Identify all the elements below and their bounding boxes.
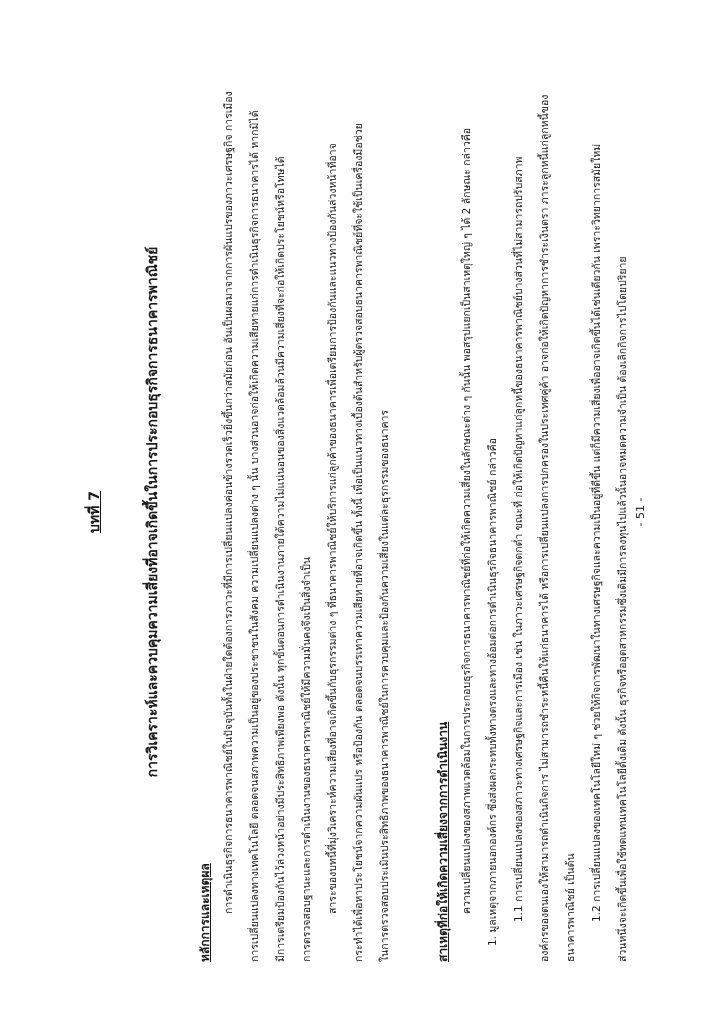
paragraph-line: สาระของบทนี้ที่มุ่งวิเคราะห์ความเสี่ยงที่อาจเกิดขึ้นกับธุรกรรมต่าง ๆ ที่ธนาคารพาณิชย์ให้บริการแก่ลูกค้าของธนาคารเพื่อเตรียมการป้องกันและแนวทางป้องกันล่วงหน้าที่อาจ <box>326 143 339 914</box>
list-item-1-1: 1.1 การเปลี่ยนแปลงของสภาวะทางเศรษฐกิจและการเมือง เช่น ในภาวะเศรษฐกิจตกต่ำ ขณะที่ ก่อให้เกิดปัญหาแก่ลูกหนี้ของธนาคารพาณิชย์บางส่วนที่ไม่สามารถปรับสภาพ <box>512 156 525 922</box>
list-item-1-1-cont: ธนาคารพาณิชย์ เป็นต้น <box>564 853 577 962</box>
page-number: - 51 - <box>633 497 647 527</box>
paragraph-2 <box>320 42 398 962</box>
list-item-1-2: 1.2 การเปลี่ยนแปลงของเทคโนโลยีใหม่ ๆ ช่วยให้กิจการพัฒนาในทางเศรษฐกิจและความเป็นอยู่ที่ดีขึ้น แต่ก็มีความเสี่ยงเพื่ออาจเกิดขึ้นได้เช่นเดียวกัน เพราะวิทยาการสมัยใหม่ <box>590 143 603 922</box>
paragraph-line: ความเปลี่ยนแปลงของสภาพแวดล้อมในการประกอบธุรกิจการธนาคารพาณิชย์ที่ก่อให้เกิดความเสี่ยงในลักษณะต่าง ๆ กันนั้น พอสรุปแยกเป็นสาเหตุใหญ่ ๆ ได้ 2 ลักษณะ กล่าวคือ <box>460 127 473 914</box>
list-item-1: 1. มูลเหตุจากภายนอกองค์กร ซึ่งส่งผลกระทบทั้งทางตรงและทางอ้อมต่อการดำเนินธุรกิจธนาคารพาณิชย์ กล่าวคือ <box>486 438 499 946</box>
paragraph-line: การเปลี่ยนแปลงทางเทคโนโลยี ตลอดจนสภาพความเป็นอยู่ของประชาชนในสังคม ความเปลี่ยนแปลงต่าง ๆ นั้น บางส่วนอาจก่อให้เกิดความเสียหายแก่การดำเนินธุรกิจการธนาคารได้ หากมิได้ <box>248 110 261 962</box>
paragraph-line: ในการตรวจสอบประเมินประสิทธิภาพของธนาคารพาณิชย์ในการควบคุมและป้องกันความเสี่ยงในแต่ละธุรกรรมของธนาคาร <box>378 409 391 962</box>
paragraph-1 <box>216 42 320 962</box>
chapter-label: บทที่ 7 <box>86 491 103 533</box>
section-risk-causes <box>432 42 636 962</box>
paragraph-line: การตรวจสอบฐานะและการดำเนินงานของธนาคารพาณิชย์ให้มีความมั่นคงจึงเป็นสิ่งจำเป็น <box>300 556 313 962</box>
paragraph-line: กระทำได้เพื่อหาประโยชน์จากความผันแปร หรือป้องกัน ตลอดจนบรรเทาความเสียหายที่อาจเกิดขึ้น ทั้งนี้ เพื่อเป็นแนวทางเบื้องต้นสำหรับผู้ตรวจสอบธนาคารพาณิชย์ที่จะใช้เป็นเครื่องมือช่วย <box>352 123 365 962</box>
rotated-page-content <box>22 22 682 1002</box>
paragraph-intro <box>454 42 480 962</box>
list-item-1-2-cont: ส่วนหนึ่งจะเกิดขึ้นเพื่อใช้ทดแทนเทคโนโลยีดั้งเดิม ดังนั้น ธุรกิจหรืออุตสาหกรรมซึ่งเดิมมีการลงทุนไปแล้วนั้นอาจหมดความจำเป็น ต้องเลิกกิจการไปโดยปริยาย <box>616 256 629 962</box>
paragraph-line: มีการเตรียมป้องกันไว้ล่วงหน้าอย่างมีประสิทธิภาพเพียงพอ ดังนั้น ทุกขั้นตอนการดำเนินงานภายใต้ความไม่แน่นอนของสิ่งแวดล้อมล้วนมีความเสี่ยงที่จะก่อให้เกิดประโยชน์หรือโทษได้ <box>274 156 287 962</box>
chapter-title: การวิเคราะห์และควบคุมความเสี่ยงที่อาจเกิดขึ้นในการประกอบธุรกิจการธนาคารพาณิชย์ <box>144 246 161 778</box>
section-rationale <box>194 42 398 962</box>
section-heading-risk-causes: สาเหตุที่ก่อให้เกิดความเสี่ยงจากการดำเนินงาน <box>435 721 450 962</box>
paragraph-line: การดำเนินธุรกิจการธนาคารพาณิชย์ในปัจจุบันทั้งในฝ่ายใดต้องการภาวะที่มีการเปลี่ยนแปลงค่อนข้างรวดเร็วยิ่งขึ้นกว่าสมัยก่อน อันเป็นผลมาจากการผันแปรของภาวะเศรษฐกิจ การเมือง <box>222 91 235 914</box>
section-heading-rationale: หลักการและเหตุผล <box>197 863 212 962</box>
list-item-1-1-cont: องค์กรของตนเองให้สามารถดำเนินกิจการ ไม่สามารถชำระหนี้คืนให้แก่ธนาคารได้ หรือการเปลี่ยนแปลงการปกครองในประเทศคู่ค้า อาจก่อให้เกิดปัญหาการชำระเงินตรา ภาระลูกหนี้แก่ลูกหนี้ของ <box>538 94 551 962</box>
